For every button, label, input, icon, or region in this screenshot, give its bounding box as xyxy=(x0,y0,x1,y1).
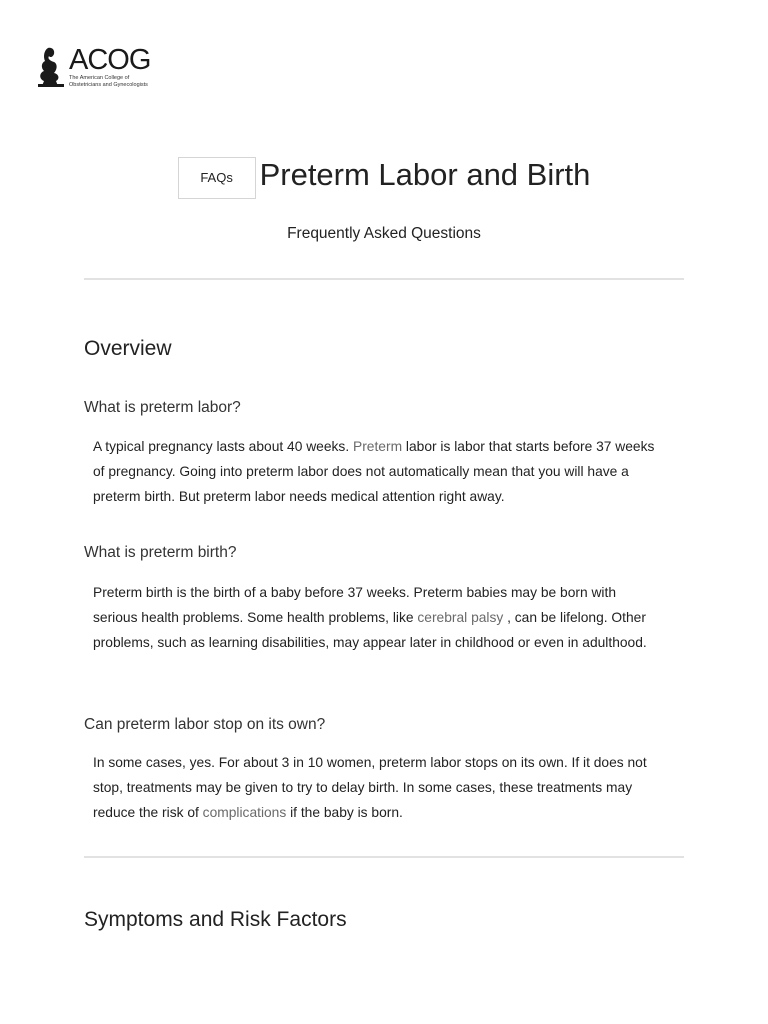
logo-subtitle: The American College of Obstetricians and Gynecologists xyxy=(69,75,148,88)
answer-paragraph: Preterm birth is the birth of a baby before 37 weeks. Preterm babies may be born with serious health problems. Some health problems, like cerebral palsy , can be lifelong. Other problems, such as learning disabilities, may appear later in childhood or even in adulthood. xyxy=(93,585,647,650)
section-heading-overview: Overview xyxy=(84,337,172,360)
question-heading: Can preterm labor stop on its own? xyxy=(84,716,326,733)
divider xyxy=(84,856,684,858)
section-heading-symptoms: Symptoms and Risk Factors xyxy=(84,908,347,931)
complications-link[interactable]: complications xyxy=(202,805,287,820)
question-heading: What is preterm labor? xyxy=(84,399,241,416)
answer-paragraph: In some cases, yes. For about 3 in 10 women, preterm labor stops on its own. If it does not stop, treatments may be given to try to delay birth. In some cases, these treatments may reduce the risk of complications if the baby is born. xyxy=(93,755,647,820)
acog-logo[interactable] xyxy=(36,46,169,88)
preterm-link[interactable]: Preterm xyxy=(353,439,403,454)
answer-paragraph: A typical pregnancy lasts about 40 weeks. Preterm labor is labor that starts before 37 weeks of pregnancy. Going into preterm labor does not automatically mean that you will have a preterm birth. But preterm labor needs medical attention right away. xyxy=(93,439,655,504)
cerebral-palsy-link[interactable]: cerebral palsy xyxy=(417,610,504,625)
page-title: Preterm Labor and Birth xyxy=(259,156,591,192)
divider xyxy=(84,278,684,280)
page-subtitle: Frequently Asked Questions xyxy=(287,225,481,242)
question-heading: What is preterm birth? xyxy=(84,544,237,561)
acog-seal-icon xyxy=(36,46,66,88)
logo-wordmark: ACOG xyxy=(69,44,151,76)
title-row xyxy=(0,150,768,199)
faqs-badge: FAQs xyxy=(178,157,256,199)
